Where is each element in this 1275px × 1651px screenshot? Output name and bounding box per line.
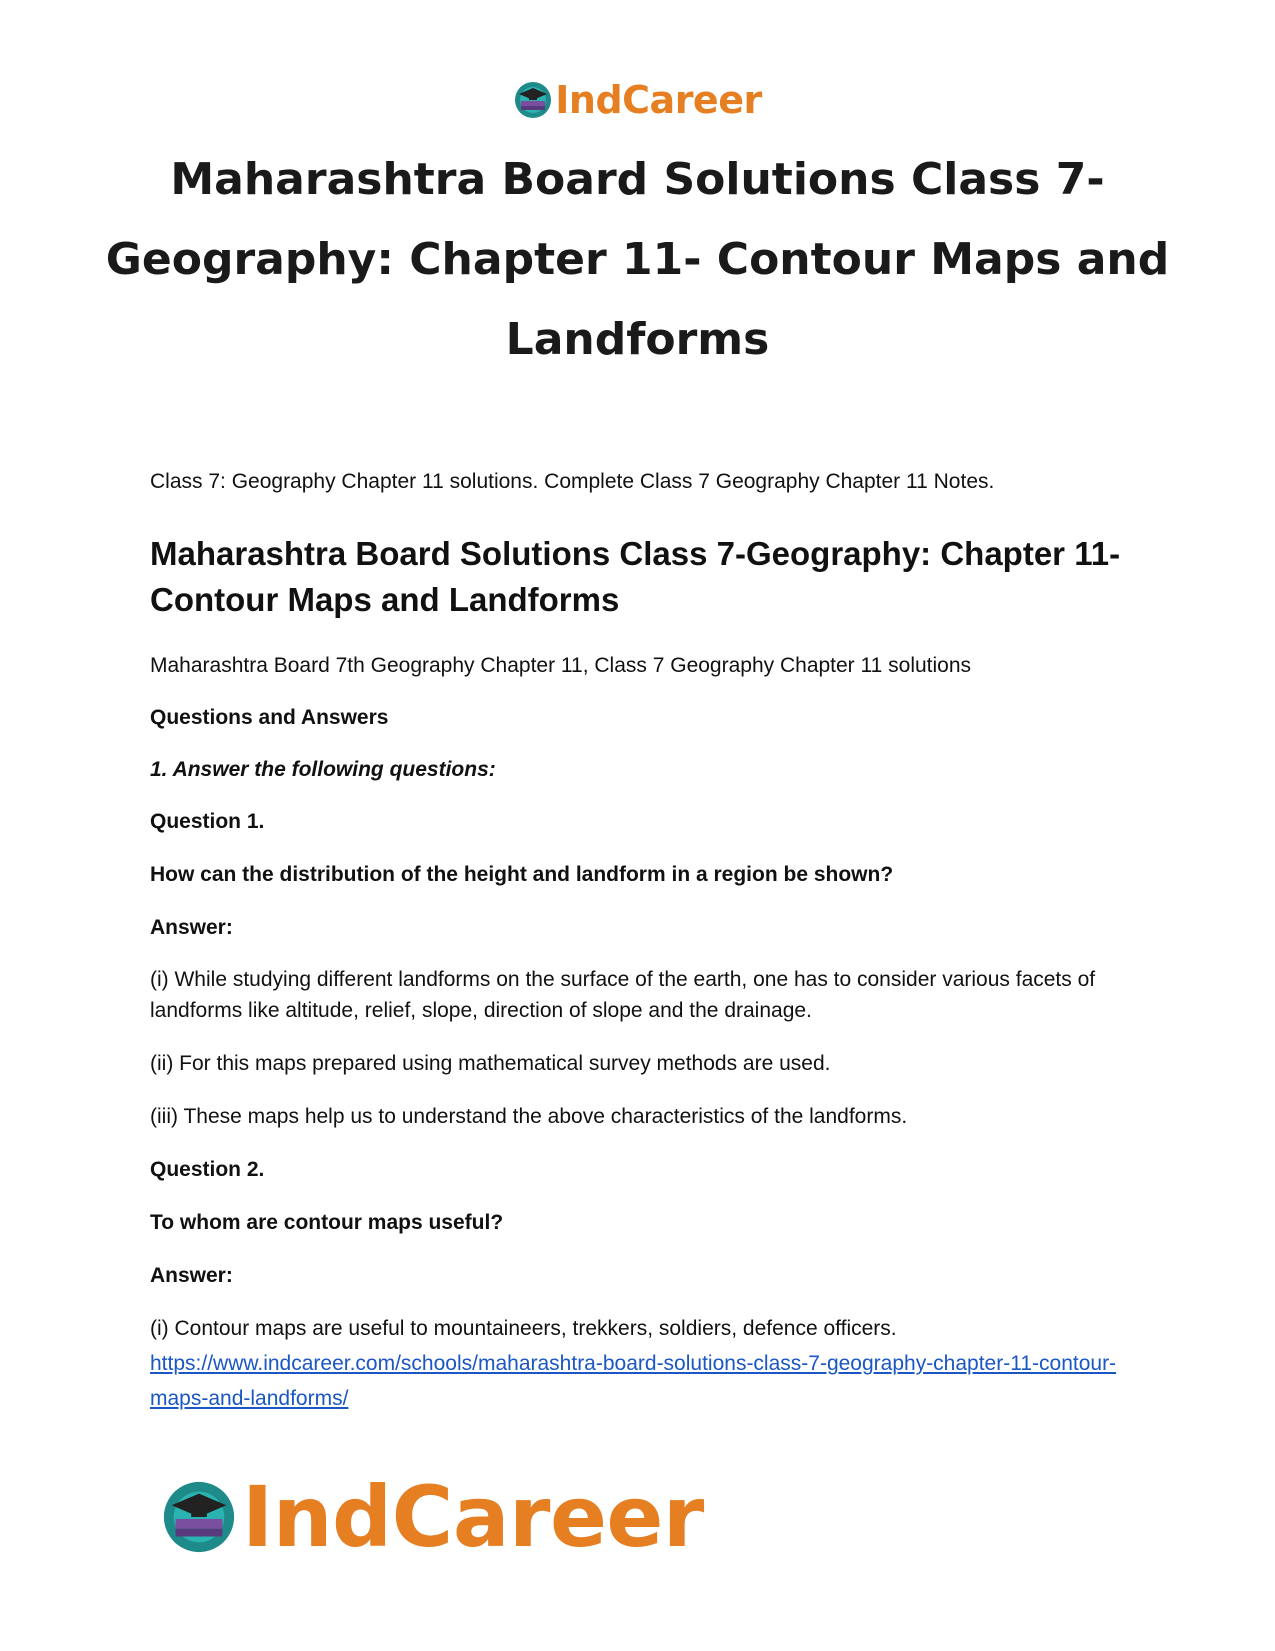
header-logo-container bbox=[0, 78, 1275, 122]
exercise-heading: 1. Answer the following questions: bbox=[150, 758, 496, 781]
answer-1-item: (iii) These maps help us to understand the above characteristics of the landforms. bbox=[150, 1105, 908, 1128]
page-title: Maharashtra Board Solutions Class 7-Geography: Chapter 11- Contour Maps and Landforms bbox=[105, 154, 1170, 365]
question-2-text: To whom are contour maps useful? bbox=[150, 1211, 504, 1234]
graduation-book-icon bbox=[160, 1478, 238, 1556]
question-1-label: Question 1. bbox=[150, 810, 265, 833]
answer-1-item: (i) While studying different landforms on the surface of the earth, one has to consider various facets of landforms like altitude, relief, slope, direction of slope and the drainage. bbox=[150, 968, 1096, 1022]
footer-brand-logo[interactable] bbox=[160, 1468, 704, 1566]
question-2-label: Question 2. bbox=[150, 1158, 265, 1181]
answer-2-label: Answer: bbox=[150, 1264, 233, 1287]
answer-1-label: Answer: bbox=[150, 916, 233, 939]
source-link[interactable]: https://www.indcareer.com/schools/maharashtra-board-solutions-class-7-geography-chapter-11-contour-maps-and-landforms/ bbox=[150, 1352, 1117, 1410]
footer-brand-name: IndCareer bbox=[242, 1468, 704, 1566]
brand-name: IndCareer bbox=[555, 78, 762, 122]
answer-1-item: (ii) For this maps prepared using mathematical survey methods are used. bbox=[150, 1052, 831, 1075]
footer-logo-container bbox=[160, 1468, 704, 1566]
answer-2-item: (i) Contour maps are useful to mountaineers, trekkers, soldiers, defence officers. bbox=[150, 1317, 897, 1340]
qa-heading: Questions and Answers bbox=[150, 706, 389, 729]
intro-text: Class 7: Geography Chapter 11 solutions. Complete Class 7 Geography Chapter 11 Notes. bbox=[150, 470, 995, 493]
document-body bbox=[150, 466, 1130, 1416]
question-1-text: How can the distribution of the height and landform in a region be shown? bbox=[150, 863, 894, 886]
graduation-book-icon bbox=[513, 80, 553, 120]
brand-logo[interactable] bbox=[513, 78, 761, 122]
section-heading: Maharashtra Board Solutions Class 7-Geography: Chapter 11- Contour Maps and Landforms bbox=[150, 535, 1121, 618]
description-text: Maharashtra Board 7th Geography Chapter 11, Class 7 Geography Chapter 11 solutions bbox=[150, 654, 972, 677]
